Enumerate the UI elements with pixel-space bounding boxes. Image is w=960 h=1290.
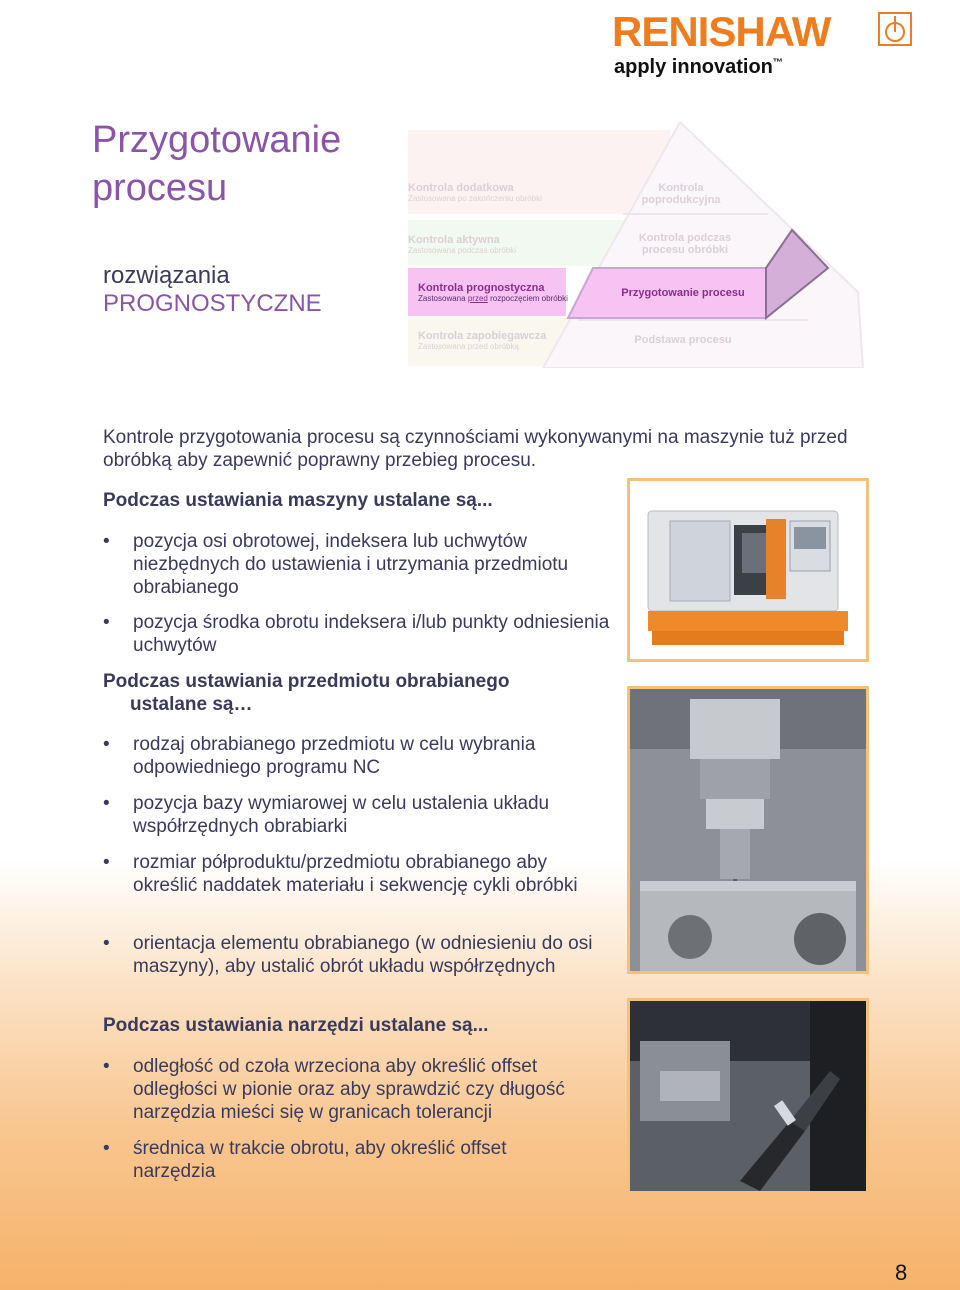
section-heading-workpiece-line1: Podczas ustawiania przedmiotu obrabianego — [103, 671, 510, 692]
machine-tool-photo — [627, 478, 869, 662]
list-item: • średnica w trakcie obrotu, aby określić offset narzędzia — [103, 1138, 507, 1182]
process-pyramid-diagram — [408, 122, 868, 368]
solutions-type: PROGNOSTYCZNE — [103, 290, 322, 317]
renishaw-logo: RENISHAW — [612, 8, 831, 55]
list-item: • rozmiar półproduktu/przedmiotu obrabianego aby określić naddatek materiału i sekwencję cykli obróbki — [103, 852, 578, 896]
list-item: • pozycja osi obrotowej, indeksera lub uchwytów niezbędnych do ustawienia i utrzymania przedmiotu obrabianego — [103, 531, 569, 598]
probe-illustration — [630, 689, 866, 971]
section-heading-workpiece — [103, 670, 509, 716]
page-title — [92, 116, 392, 212]
level-active: Kontrola aktywna Zastosowana podczas obróbki — [408, 234, 517, 255]
pyramid-label-foundation: Podstawa procesu — [634, 334, 732, 346]
list-item: • odległość od czoła wrzeciona aby określić offset odległości w pionie oraz aby sprawdzić czy długość narzędzia mieści się w granicach tolerancji — [103, 1056, 565, 1123]
logo-tagline: apply innovation™ — [614, 56, 783, 78]
level-additional: Kontrola dodatkowa Zastosowana po zakończeniu obróbki — [408, 182, 542, 203]
level-prognostic: Kontrola prognostyczna Zastosowana przed rozpoczęciem obróbki — [418, 282, 568, 303]
page-number: 8 — [895, 1260, 908, 1285]
spindle-probe-photo — [627, 686, 869, 974]
page-title-line1: Przygotowanie — [92, 119, 342, 161]
pyramid-label-inprocess: Kontrola podczas procesu obróbki — [638, 232, 732, 256]
renishaw-emblem-icon — [878, 12, 912, 46]
tool-setting-photo — [627, 998, 869, 1194]
lathe-illustration — [630, 481, 866, 659]
section-heading-machine: Podczas ustawiania maszyny ustalane są... — [103, 490, 493, 511]
solutions-label: rozwiązania — [103, 262, 230, 289]
list-item: • rodzaj obrabianego przedmiotu w celu wybrania odpowiedniego programu NC — [103, 734, 536, 778]
section-heading-tools: Podczas ustawiania narzędzi ustalane są... — [103, 1015, 489, 1036]
list-item: • pozycja środka obrotu indeksera i/lub punkty odniesienia uchwytów — [103, 612, 610, 656]
list-item: • pozycja bazy wymiarowej w celu ustalenia układu współrzędnych obrabiarki — [103, 793, 550, 837]
section-heading-workpiece-line2: ustalane są… — [130, 694, 253, 715]
pyramid-label-postprocess: Kontrola poprodukcyjna — [641, 182, 721, 206]
tool-setter-illustration — [630, 1001, 866, 1191]
page-title-line2: procesu — [92, 167, 228, 209]
level-preventive: Kontrola zapobiegawcza Zastosowana przed obróbką — [418, 330, 547, 351]
pyramid-label-process-setup: Przygotowanie procesu — [621, 287, 745, 299]
list-item: • orientacja elementu obrabianego (w odniesieniu do osi maszyny), aby ustalić obrót układu współrzędnych — [103, 933, 593, 977]
intro-paragraph: Kontrole przygotowania procesu są czynnościami wykonywanymi na maszynie tuż przed obróbką aby zapewnić poprawny przebieg procesu. — [103, 427, 848, 471]
